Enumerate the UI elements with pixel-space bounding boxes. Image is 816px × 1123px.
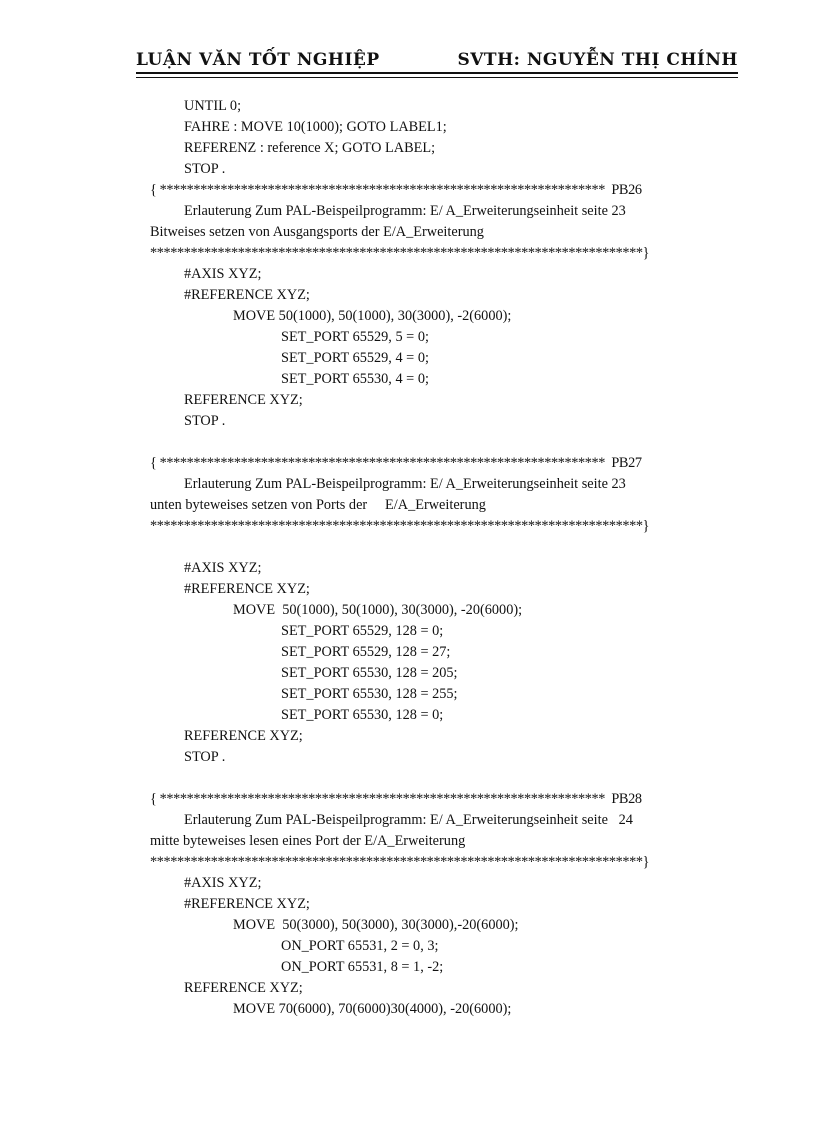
code-line: STOP . xyxy=(184,413,226,429)
code-line: ON_PORT 65531, 2 = 0, 3; xyxy=(281,938,439,954)
code-line: MOVE 70(6000), 70(6000)30(4000), -20(6000); xyxy=(233,1001,512,1017)
code-line: UNTIL 0; xyxy=(184,98,242,114)
comment-text: unten byteweises setzen von Ports der E/A_Erweiterung xyxy=(150,497,486,513)
code-line: ON_PORT 65531, 8 = 1, -2; xyxy=(281,959,444,975)
code-line: SET_PORT 65530, 4 = 0; xyxy=(281,371,429,387)
code-line: SET_PORT 65529, 4 = 0; xyxy=(281,350,429,366)
comment-text: mitte byteweises lesen eines Port der E/A_Erweiterung xyxy=(150,833,466,849)
code-line: REFERENCE XYZ; xyxy=(184,980,303,996)
program-listing xyxy=(150,96,740,1020)
comment-text: Bitweises setzen von Ausgangsports der E/A_Erweiterung xyxy=(150,224,484,240)
comment-close: *************************************************************************} xyxy=(150,518,650,534)
code-line: MOVE 50(1000), 50(1000), 30(3000), -2(6000); xyxy=(233,308,512,324)
comment-open-pb26: { ****************************************************************** PB26 xyxy=(150,182,642,198)
code-line: #REFERENCE XYZ; xyxy=(184,287,310,303)
comment-close: *************************************************************************} xyxy=(150,245,650,261)
code-line: SET_PORT 65529, 5 = 0; xyxy=(281,329,429,345)
comment-close: *************************************************************************} xyxy=(150,854,650,870)
comment-open-pb27: { ****************************************************************** PB27 xyxy=(150,455,642,471)
code-line: SET_PORT 65530, 128 = 0; xyxy=(281,707,444,723)
code-line: REFERENCE XYZ; xyxy=(184,728,303,744)
code-line: REFERENCE XYZ; xyxy=(184,392,303,408)
header-rule-thick xyxy=(136,72,738,74)
code-line: STOP . xyxy=(184,161,226,177)
blank-line xyxy=(150,537,740,558)
code-line: SET_PORT 65529, 128 = 0; xyxy=(281,623,444,639)
code-line: REFERENZ : reference X; GOTO LABEL; xyxy=(184,140,436,156)
code-line: #REFERENCE XYZ; xyxy=(184,581,310,597)
code-line: SET_PORT 65529, 128 = 27; xyxy=(281,644,451,660)
code-line: FAHRE : MOVE 10(1000); GOTO LABEL1; xyxy=(184,119,447,135)
comment-open-pb28: { ****************************************************************** PB28 xyxy=(150,791,642,807)
code-line: MOVE 50(1000), 50(1000), 30(3000), -20(6000); xyxy=(233,602,523,618)
header-student-name: SVTH: NGUYỄN THỊ CHÍNH xyxy=(457,50,738,70)
code-line: SET_PORT 65530, 128 = 205; xyxy=(281,665,458,681)
code-line: #AXIS XYZ; xyxy=(184,560,262,576)
header-thesis-title: LUẬN VĂN TỐT NGHIỆP xyxy=(136,50,380,70)
blank-line xyxy=(150,432,740,453)
code-line: #AXIS XYZ; xyxy=(184,875,262,891)
code-line: MOVE 50(3000), 50(3000), 30(3000),-20(6000); xyxy=(233,917,519,933)
comment-text: Erlauterung Zum PAL-Beispeilprogramm: E/ A_Erweiterungseinheit seite 24 xyxy=(184,812,633,828)
header-rule-thin xyxy=(136,77,738,78)
comment-text: Erlauterung Zum PAL-Beispeilprogramm: E/ A_Erweiterungseinheit seite 23 xyxy=(184,203,626,219)
code-line: #AXIS XYZ; xyxy=(184,266,262,282)
code-line: SET_PORT 65530, 128 = 255; xyxy=(281,686,458,702)
code-line: STOP . xyxy=(184,749,226,765)
code-line: #REFERENCE XYZ; xyxy=(184,896,310,912)
comment-text: Erlauterung Zum PAL-Beispeilprogramm: E/ A_Erweiterungseinheit seite 23 xyxy=(184,476,626,492)
blank-line xyxy=(150,768,740,789)
